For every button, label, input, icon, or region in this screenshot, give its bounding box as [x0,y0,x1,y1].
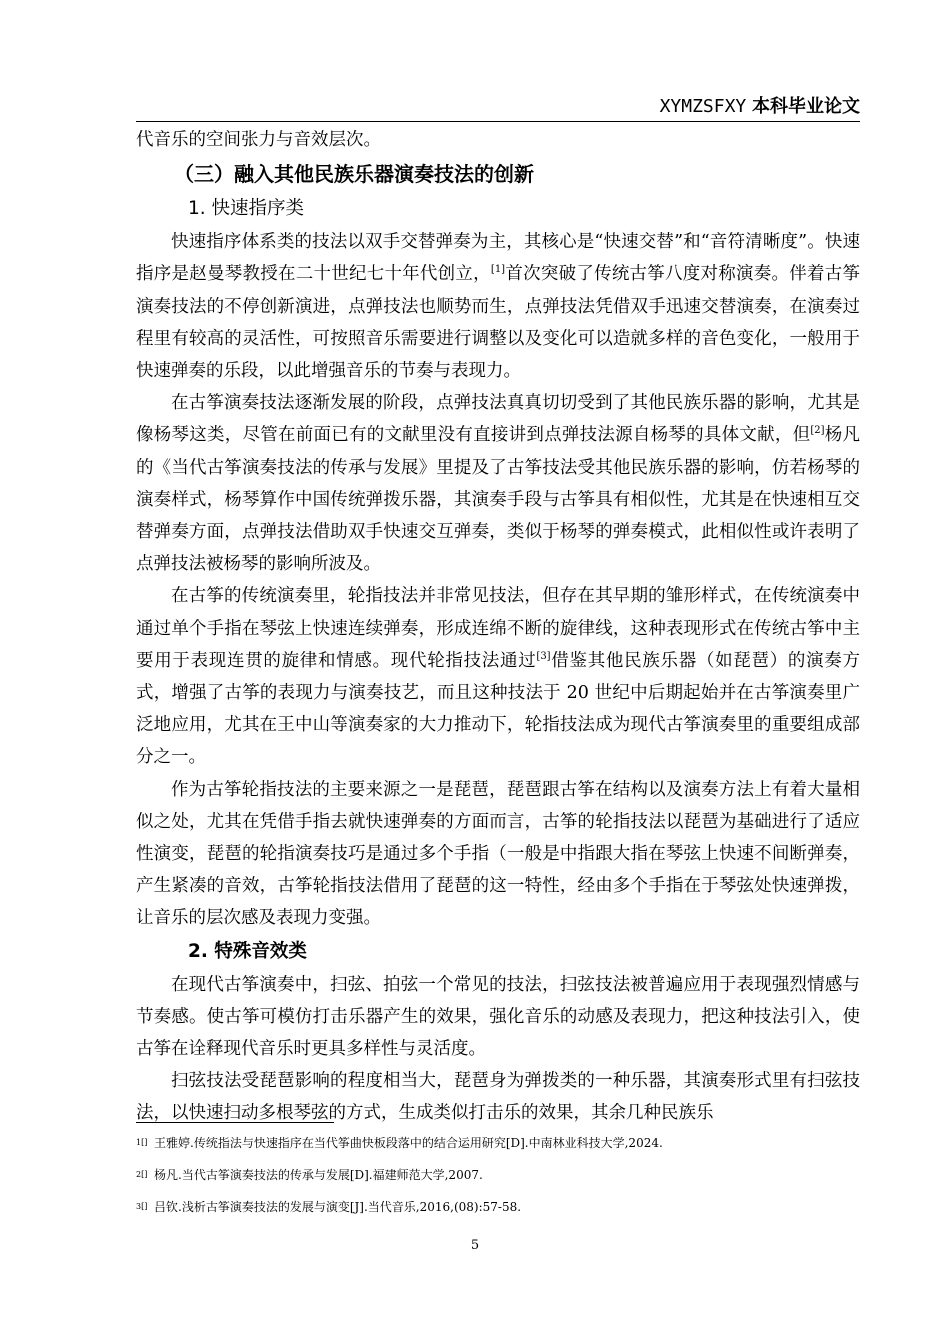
section-heading: （三）融入其他民族乐器演奏技法的创新 [174,162,534,187]
p2-part-a: 在古筝演奏技法逐渐发展的阶段，点弹技法真真切切受到了其他民族乐器的影响，尤其是像杨琴这类，尽管在前面已有的文献里没有直接讲到点弹技法源自杨琴的具体文献，但 [136,393,860,446]
continuation-line: 代音乐的空间张力与音效层次。 [136,130,381,150]
footnote-rule [136,1122,334,1123]
subsection-heading-1: 1. 快速指序类 [188,198,305,220]
footnote-item [136,1135,860,1151]
paragraph-3 [136,580,860,773]
citation-3[interactable]: [3] [536,650,551,662]
footnote-item [136,1167,860,1183]
paragraph-6: 扫弦技法受琵琶影响的程度相当大，琵琶身为弹拨类的一种乐器，其演奏形式里有扫弦技法，以快速扫动多根琴弦的方式，生成类似打击乐的效果，其余几种民族乐 [136,1071,860,1124]
footnote-mark: 1[] [136,1138,148,1147]
citation-1[interactable]: [1] [490,264,506,276]
footnote-mark: 2[] [136,1170,148,1179]
paragraph-1 [136,226,860,387]
footnotes [136,1135,860,1231]
paragraph-5: 在现代古筝演奏中，扫弦、拍弦一个常见的技法，扫弦技法被普遍应用于表现强烈情感与节奏感。使古筝可模仿打击乐器产生的效果，强化音乐的动感及表现力，把这种技法引入，使古筝在诠释现代音乐时更具多样性与灵活度。 [136,974,860,1060]
footnote-text: 王雅婷.传统指法与快速指序在当代筝曲快板段落中的结合运用研究[D].中南林业科技大学,2024. [154,1136,663,1150]
paragraph-2 [136,387,860,580]
footnote-item [136,1199,860,1215]
p3-part-a: 在古筝的传统演奏里，轮指技法并非常见技法，但存在其早期的雏形样式，在传统演奏中通过单个手指在琴弦上快速连续弹奏，形成连绵不断的旋律线，这种表现形式在传统古筝中主要用于表现连贯的旋律和情感。现代轮指技法通过 [136,586,860,671]
header-title: 本科毕业论文 [752,96,860,117]
paragraph-4: 作为古筝轮指技法的主要来源之一是琵琶，琵琶跟古筝在结构以及演奏方法上有着大量相似之处，尤其在凭借手指去就快速弹奏的方面而言，古筝的轮指技法以琵琶为基础进行了适应性演变，琵琶的轮指演奏技巧是通过多个手指（一般是中指跟大指在琴弦上快速不间断弹奏，产生紧凑的音效，古筝轮指技法借用了琵琶的这一特性，经由多个手指在于琴弦处快速弹拨，让音乐的层次感及表现力变强。 [136,779,860,929]
subsection-heading-2: 2. 特殊音效类 [188,940,307,962]
footnote-text: 吕钦.浅析古筝演奏技法的发展与演变[J].当代音乐,2016,(08):57-58. [154,1200,522,1214]
header-rule [136,121,860,122]
citation-2[interactable]: [2] [810,425,825,437]
footnote-text: 杨凡.当代古筝演奏技法的传承与发展[D].福建师范大学,2007. [154,1168,483,1182]
p3-part-b: 借鉴其他民族乐器（如琵琶）的演奏方式，增强了古筝的表现力与演奏技艺，而且这种技法于 20 世纪中后期起始并在古筝演奏里广泛地应用，尤其在王中山等演奏家的大力推动下，轮指技法成为现代古筝演奏里的重要组成部分之一。 [136,650,861,768]
p2-part-b: 杨凡的《当代古筝演奏技法的传承与发展》里提及了古筝技法受其他民族乐器的影响，仿若杨琴的演奏样式，杨琴算作中国传统弹拨乐器，其演奏手段与古筝具有相似性，尤其是在快速相互交替弹奏方面，点弹技法借助双手快速交互弹奏，类似于杨琴的弹奏模式，此相似性或许表明了点弹技法被杨琴的影响所波及。 [136,425,861,575]
running-header [136,94,860,120]
p1-part-a: 快速指序体系类的技法以双手交替弹奏为主，其核心是“快速交替”和“音符清晰度”。快速指序是赵曼琴教授在二十世纪七十年代创立， [136,232,860,285]
p1-part-b: 首次突破了传统古筝八度对称演奏。伴着古筝演奏技法的不停创新演进，点弹技法也顺势而生，点弹技法凭借双手迅速交替演奏，在演奏过程里有较高的灵活性，可按照音乐需要进行调整以及变化可以造就多样的音色变化，一般用于快速弹奏的乐段，以此增强音乐的节奏与表现力。 [136,264,861,382]
page-number: 5 [470,1238,480,1253]
footnote-mark: 3[] [136,1202,148,1211]
body-text [136,124,860,1130]
header-latin: XYMZSFXY [659,96,747,117]
